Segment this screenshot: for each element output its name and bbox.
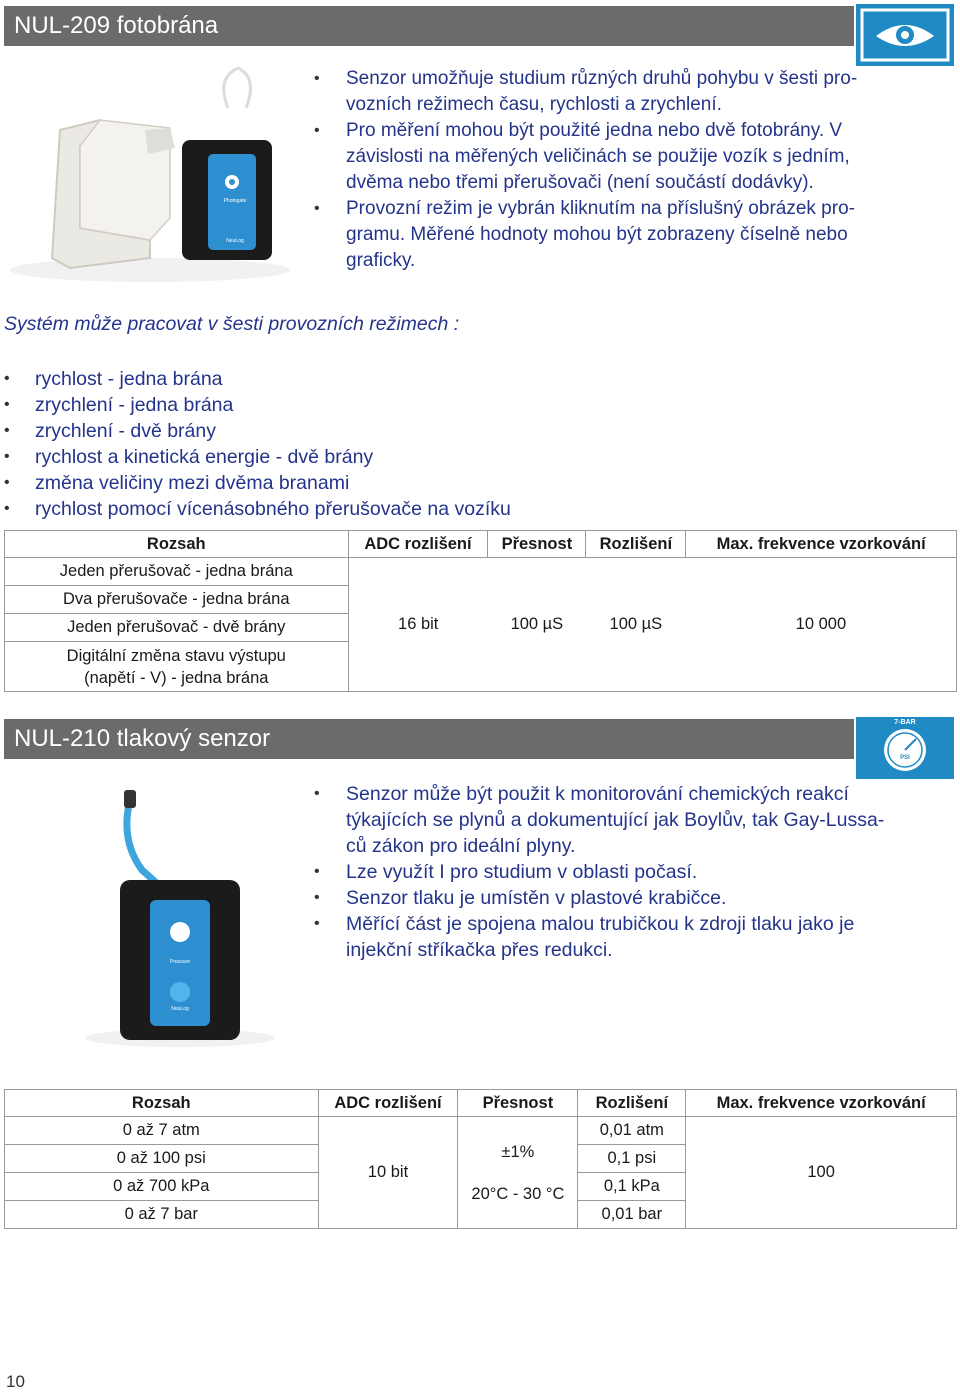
list-item: • rychlost a kinetická energie - dvě brány <box>4 444 511 470</box>
list-item: • Provozní režim je vybrán kliknutím na příslušný obrázek pro- gramu. Měřené hodnoty mohou být zobrazeny číselně nebo graficky. <box>314 196 954 274</box>
column-header: Max. frekvence vzorkování <box>686 1090 957 1117</box>
range-cell: 0 až 700 kPa <box>5 1173 319 1201</box>
eye-icon <box>856 4 954 66</box>
range-cell: 0 až 100 psi <box>5 1145 319 1173</box>
section-title-bar <box>4 719 854 759</box>
resolution-cell: 0,1 psi <box>578 1145 686 1173</box>
list-item: • Lze využít I pro studium v oblasti počasí. <box>314 859 954 885</box>
accuracy-cell: ±1% 20°C - 30 °C <box>458 1117 578 1229</box>
resolution-cell: 0,1 kPa <box>578 1173 686 1201</box>
page-number: 10 <box>6 1372 25 1391</box>
adc-cell: 10 bit <box>318 1117 458 1229</box>
column-header: Rozlišení <box>586 531 686 558</box>
column-header: Rozsah <box>5 531 349 558</box>
column-header: Max. frekvence vzorkování <box>686 531 957 558</box>
max-freq-cell: 10 000 <box>686 558 957 692</box>
spec-table-photogate <box>4 530 957 692</box>
list-item: • Senzor tlaku je umístěn v plastové krabičce. <box>314 885 954 911</box>
gauge-bottom-label: PSI <box>900 755 910 761</box>
list-item: • změna veličiny mezi dvěma branami <box>4 470 511 496</box>
device-label-bottom: NeuLog <box>226 238 244 244</box>
list-item: • Senzor může být použit k monitorování chemických reakcí týkajících se plynů a dokumentující jak Boylův, tak Gay-Lussa- ců zákon pro ideální plyny. <box>314 781 954 859</box>
resolution-cell: 100 µS <box>586 558 686 692</box>
list-item: • zrychlení - dvě brány <box>4 418 511 444</box>
range-cell: 0 až 7 atm <box>5 1117 319 1145</box>
adc-cell: 16 bit <box>348 558 488 692</box>
column-header: Rozsah <box>5 1090 319 1117</box>
device-label-bottom: NeuLog <box>171 1006 189 1012</box>
range-cell: 0 až 7 bar <box>5 1201 319 1229</box>
spec-table-pressure <box>4 1089 957 1229</box>
feature-list <box>314 66 954 274</box>
range-cell: Jeden přerušovač - jedna brána <box>5 558 349 586</box>
photogate-image <box>0 58 300 288</box>
list-item: • zrychlení - jedna brána <box>4 392 511 418</box>
range-cell: Jeden přerušovač - dvě brány <box>5 614 349 642</box>
list-item: • rychlost - jedna brána <box>4 366 511 392</box>
accuracy-cell: 100 µS <box>488 558 586 692</box>
resolution-cell: 0,01 atm <box>578 1117 686 1145</box>
column-header: ADC rozlišení <box>348 531 488 558</box>
list-item: • Měřící část je spojena malou trubičkou k zdroji tlaku jako je injekční stříkačka přes redukci. <box>314 911 954 963</box>
column-header: Rozlišení <box>578 1090 686 1117</box>
pressure-gauge-icon <box>856 717 954 779</box>
section-title-bar <box>4 6 854 46</box>
device-label-top: Pressure <box>169 959 190 965</box>
device-label-top: Photogate <box>223 198 247 204</box>
section-title: NUL-210 tlakový senzor <box>14 725 271 752</box>
modes-list <box>4 366 511 522</box>
list-item: • Senzor umožňuje studium různých druhů pohybu v šesti pro- vozních režimech času, rychlosti a zrychlení. <box>314 66 954 118</box>
section-title: NUL-209 fotobrána <box>14 12 219 39</box>
modes-intro: Systém může pracovat v šesti provozních režimech : <box>4 313 460 335</box>
column-header: Přesnost <box>458 1090 578 1117</box>
list-item: • rychlost pomocí vícenásobného přerušovače na vozíku <box>4 496 511 522</box>
feature-list <box>314 781 954 963</box>
list-item: • Pro měření mohou být použité jedna nebo dvě fotobrány. V závislosti na měřených veličinách se použije vozík s jedním, dvěma nebo třemi přerušovači (není součástí dodávky). <box>314 118 954 196</box>
range-cell: Dva přerušovače - jedna brána <box>5 586 349 614</box>
column-header: ADC rozlišení <box>318 1090 458 1117</box>
resolution-cell: 0,01 bar <box>578 1201 686 1229</box>
range-cell: Digitální změna stavu výstupu (napětí - V) - jedna brána <box>5 642 349 692</box>
column-header: Přesnost <box>488 531 586 558</box>
max-freq-cell: 100 <box>686 1117 957 1229</box>
gauge-top-label: 7-BAR <box>894 719 916 726</box>
